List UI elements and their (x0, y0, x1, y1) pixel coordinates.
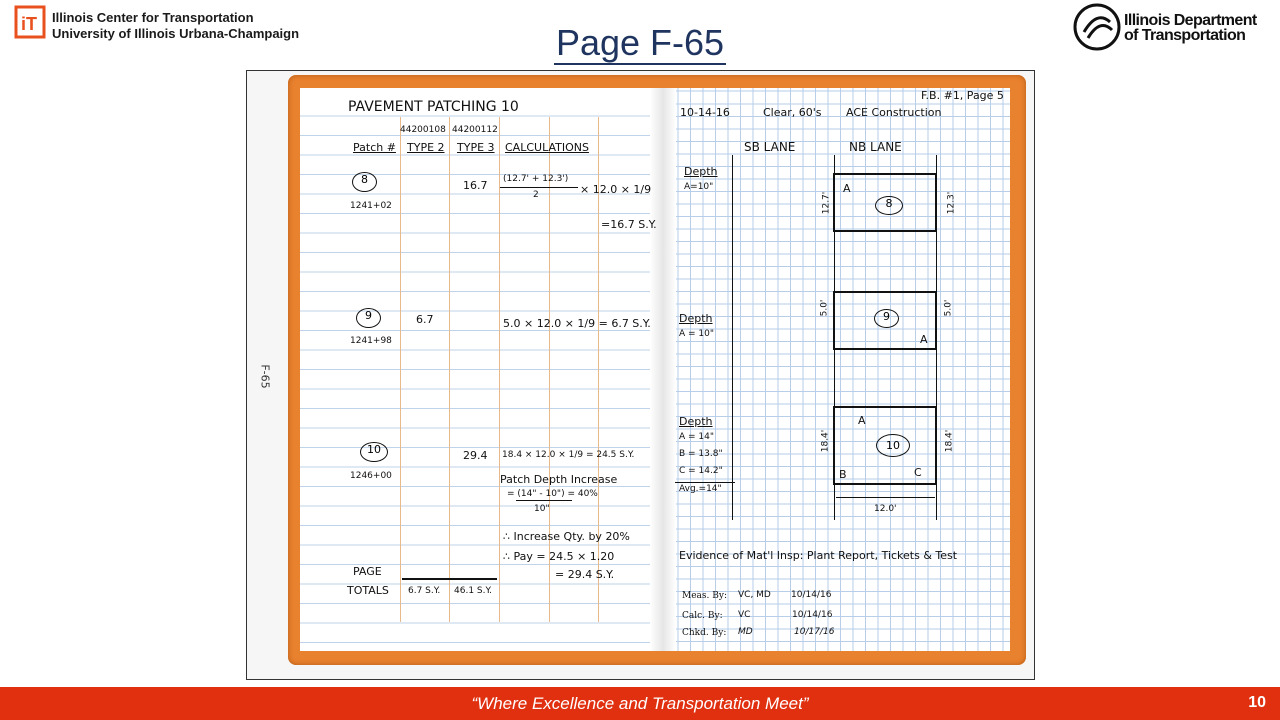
patch-9-calc: 5.0 × 12.0 × 1/9 = 6.7 S.Y. (503, 317, 651, 330)
patch-8-point-a: A (843, 182, 851, 195)
depth-9: A = 10" (679, 329, 715, 339)
patch-8-circle: 8 (352, 172, 377, 192)
patch-10-calc: 18.4 × 12.0 × 1/9 = 24.5 S.Y. (502, 450, 635, 460)
chkd-by: MD (738, 627, 753, 637)
svg-text:iT: iT (21, 14, 37, 34)
increase-qty: ∴ Increase Qty. by 20% (503, 530, 630, 543)
patch-9-right-dim: 5.0' (943, 299, 954, 317)
patch-9-point-a: A (920, 333, 928, 346)
patch-10-station: 1246+00 (350, 471, 392, 481)
sb-lane: SB LANE (744, 140, 796, 154)
pay-line1: ∴ Pay = 24.5 × 1.20 (503, 550, 615, 563)
depth-increase-num: = (14" - 10") = 40% (507, 489, 598, 499)
totals-label1: PAGE (353, 565, 382, 578)
idot-line2: of Transportation (1124, 27, 1246, 44)
depth-label-9: Depth (679, 312, 713, 325)
col-type3: TYPE 3 (457, 141, 495, 154)
total-type2: 6.7 S.Y. (408, 586, 441, 596)
patch-10-point-b: B (839, 468, 847, 481)
date: 10-14-16 (680, 106, 730, 119)
chkd-label: Chkd. By: (682, 628, 727, 638)
patch-8-right-dim: 12.3' (946, 191, 957, 215)
org-line2: University of Illinois Urbana-Champaign (52, 26, 300, 41)
calc-by: VC (738, 610, 751, 620)
col-calculations: CALCULATIONS (505, 141, 589, 154)
patch-8-calc-mult: × 12.0 × 1/9 (580, 183, 652, 196)
depth-increase-title: Patch Depth Increase (500, 473, 618, 486)
left-heading: PAVEMENT PATCHING 10 (348, 99, 519, 115)
patch-10-sketch-label: 10 (876, 434, 910, 457)
total-type3: 46.1 S.Y. (454, 586, 493, 596)
patch-10-right-dim: 18.4' (944, 429, 955, 453)
fb-page: F.B. #1, Page 5 (921, 89, 1004, 102)
col-type2: TYPE 2 (407, 141, 445, 154)
meas-label: Meas. By: (682, 591, 727, 601)
calc-label: Calc. By: (682, 611, 723, 621)
depth-8: A=10" (684, 182, 714, 192)
evidence: Evidence of Mat'l Insp: Plant Report, Tickets & Test (679, 549, 958, 562)
depth-10-b: B = 13.8" (679, 449, 723, 459)
patch-8-calc-den: 2 (533, 190, 539, 200)
patch-8-sketch-label: 8 (875, 196, 903, 215)
meas-by: VC, MD (738, 590, 771, 600)
patch-8-type3: 16.7 (463, 179, 488, 192)
patch-10-circle: 10 (360, 442, 388, 462)
depth-label-8: Depth (684, 165, 718, 178)
weather: Clear, 60's (763, 106, 822, 119)
patch-9-station: 1241+98 (350, 336, 392, 346)
page-title: Page F-65 (555, 22, 725, 63)
code-type2: 44200108 (400, 125, 446, 135)
depth-increase-den: 10" (534, 504, 550, 514)
depth-10-a: A = 14" (679, 432, 715, 442)
slide-number: 10 (1248, 694, 1266, 711)
org-line1: Illinois Center for Transportation (52, 10, 254, 25)
depth-label-10: Depth (679, 415, 713, 428)
patch-9-left-dim: 5.0' (819, 299, 830, 317)
contractor: ACE Construction (846, 106, 942, 119)
totals-label2: TOTALS (347, 584, 389, 597)
patch-9-type2: 6.7 (416, 313, 434, 326)
nb-lane: NB LANE (849, 140, 902, 154)
patch-8-calc-num: (12.7' + 12.3') (503, 174, 569, 184)
patch-8-calc-result: =16.7 S.Y. (601, 218, 657, 231)
code-type3: 44200112 (452, 125, 498, 135)
patch-9-sketch-label: 9 (874, 309, 899, 328)
patch-10-point-a: A (858, 414, 866, 427)
meas-date: 10/14/16 (791, 590, 832, 600)
pay-line2: = 29.4 S.Y. (555, 568, 615, 581)
width-arrow (836, 497, 935, 498)
calc-date: 10/14/16 (792, 610, 833, 620)
footer-quote: “Where Excellence and Transportation Meet” (471, 694, 809, 713)
patch-9-circle: 9 (356, 308, 381, 328)
patch-8-station: 1241+02 (350, 201, 392, 211)
depth-10-c: C = 14.2" (679, 466, 723, 476)
book-gutter (650, 88, 676, 651)
col-patch: Patch # (353, 141, 396, 154)
chkd-date: 10/17/16 (794, 627, 835, 637)
patch-8-left-dim: 12.7' (821, 191, 832, 215)
side-label: F-65 (258, 364, 272, 389)
depth-10-avg: Avg.=14" (679, 484, 722, 494)
patch-10-left-dim: 18.4' (820, 429, 831, 453)
patch-10-width: 12.0' (874, 504, 897, 514)
patch-10-type3: 29.4 (463, 449, 488, 462)
idot-line1: Illinois Department (1124, 12, 1257, 29)
patch-10-point-c: C (914, 466, 922, 479)
